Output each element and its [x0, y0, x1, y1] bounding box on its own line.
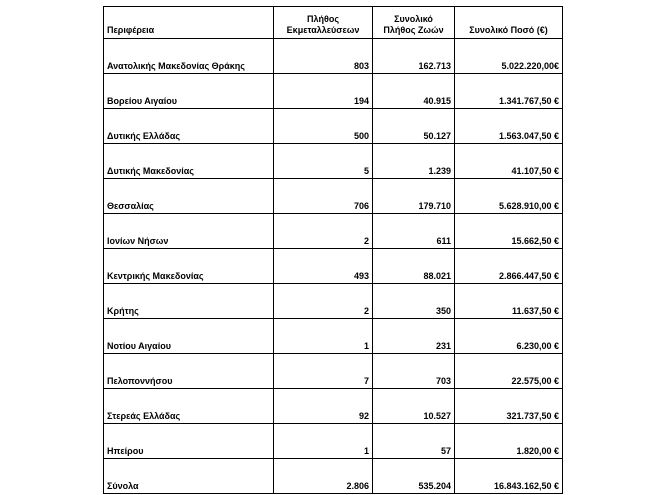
cell-farms: 7 — [274, 354, 373, 389]
cell-region: Ιονίων Νήσων — [104, 214, 274, 249]
cell-farms: 803 — [274, 39, 373, 74]
cell-animals: 40.915 — [373, 74, 455, 109]
table-row — [104, 389, 563, 424]
header-farms — [274, 7, 373, 39]
table-row — [104, 39, 563, 74]
cell-farms: 92 — [274, 389, 373, 424]
cell-region: Κεντρικής Μακεδονίας — [104, 249, 274, 284]
header-amount: Συνολικό Ποσό (€) — [455, 7, 563, 39]
cell-amount: 1.820,00 € — [455, 424, 563, 459]
cell-animals: 703 — [373, 354, 455, 389]
header-farms-line1: Πλήθος — [306, 14, 340, 24]
cell-amount: 22.575,00 € — [455, 354, 563, 389]
cell-farms: 1 — [274, 319, 373, 354]
header-farms-line2: Εκμεταλλεύσεων — [286, 25, 360, 35]
cell-farms: 5 — [274, 144, 373, 179]
cell-animals: 1.239 — [373, 144, 455, 179]
cell-animals: 611 — [373, 214, 455, 249]
cell-region: Στερεάς Ελλάδας — [104, 389, 274, 424]
cell-farms: 194 — [274, 74, 373, 109]
header-animals-line2: Πλήθος Ζωών — [383, 25, 444, 35]
table-row — [104, 354, 563, 389]
cell-amount: 2.866.447,50 € — [455, 249, 563, 284]
cell-animals: 50.127 — [373, 109, 455, 144]
cell-farms: 1 — [274, 424, 373, 459]
cell-region: Κρήτης — [104, 284, 274, 319]
cell-amount: 5.022.220,00€ — [455, 39, 563, 74]
table-row — [104, 214, 563, 249]
table-row — [104, 74, 563, 109]
table-row — [104, 144, 563, 179]
cell-region: Δυτικής Ελλάδας — [104, 109, 274, 144]
cell-animals: 231 — [373, 319, 455, 354]
cell-animals: 57 — [373, 424, 455, 459]
cell-region: Νοτίου Αιγαίου — [104, 319, 274, 354]
cell-region: Θεσσαλίας — [104, 179, 274, 214]
table-row — [104, 249, 563, 284]
cell-region: Ανατολικής Μακεδονίας Θράκης — [104, 39, 274, 74]
cell-region: Ηπείρου — [104, 424, 274, 459]
cell-amount: 5.628.910,00 € — [455, 179, 563, 214]
table-row — [104, 109, 563, 144]
table-row — [104, 319, 563, 354]
regions-table — [103, 6, 563, 494]
table-row — [104, 179, 563, 214]
cell-amount: 15.662,50 € — [455, 214, 563, 249]
cell-farms: 500 — [274, 109, 373, 144]
cell-region: Πελοποννήσου — [104, 354, 274, 389]
cell-farms: 2 — [274, 214, 373, 249]
totals-animals: 535.204 — [373, 459, 455, 494]
cell-animals: 88.021 — [373, 249, 455, 284]
cell-amount: 321.737,50 € — [455, 389, 563, 424]
cell-farms: 493 — [274, 249, 373, 284]
table-row — [104, 424, 563, 459]
header-animals — [373, 7, 455, 39]
totals-farms: 2.806 — [274, 459, 373, 494]
totals-amount: 16.843.162,50 € — [455, 459, 563, 494]
header-row — [104, 7, 563, 39]
cell-animals: 10.527 — [373, 389, 455, 424]
cell-amount: 1.563.047,50 € — [455, 109, 563, 144]
header-animals-line1: Συνολικό — [394, 14, 433, 24]
totals-row — [104, 459, 563, 494]
cell-animals: 179.710 — [373, 179, 455, 214]
cell-amount: 1.341.767,50 € — [455, 74, 563, 109]
cell-amount: 41.107,50 € — [455, 144, 563, 179]
cell-region: Δυτικής Μακεδονίας — [104, 144, 274, 179]
cell-farms: 2 — [274, 284, 373, 319]
cell-amount: 6.230,00 € — [455, 319, 563, 354]
totals-label: Σύνολα — [104, 459, 274, 494]
cell-animals: 350 — [373, 284, 455, 319]
header-region: Περιφέρεια — [104, 7, 274, 39]
cell-animals: 162.713 — [373, 39, 455, 74]
table-row — [104, 284, 563, 319]
cell-region: Βορείου Αιγαίου — [104, 74, 274, 109]
cell-farms: 706 — [274, 179, 373, 214]
cell-amount: 11.637,50 € — [455, 284, 563, 319]
